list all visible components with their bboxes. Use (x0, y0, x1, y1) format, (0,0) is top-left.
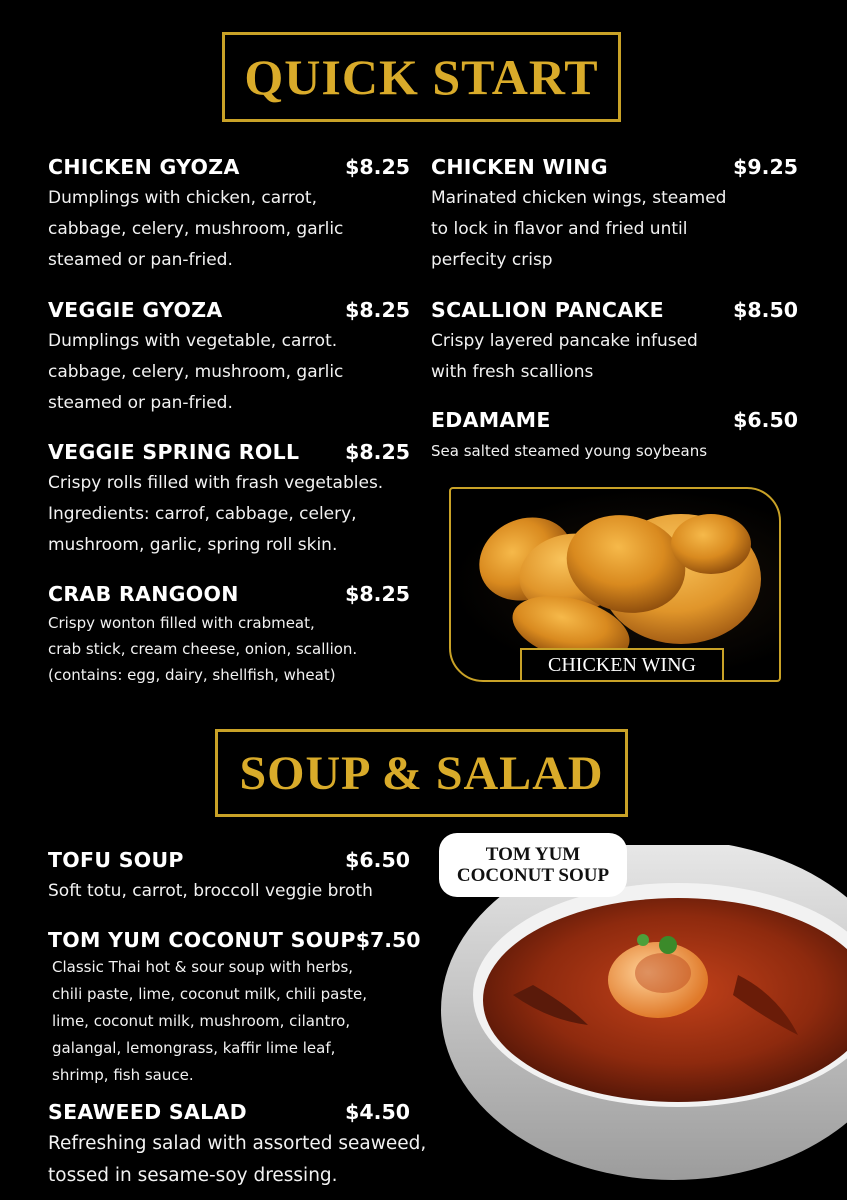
item-description: Crispy wonton filled with crabmeat, crab stick, cream cheese, onion, scallion. (contains: egg, dairy, shellfish, wheat) (48, 614, 358, 684)
menu-item-veggie-gyoza (48, 298, 410, 419)
menu-item-scallion-pancake (431, 298, 798, 388)
menu-item-edamame (431, 408, 798, 464)
menu-item-veggie-spring-roll (48, 440, 410, 561)
item-price: $7.50 (355, 928, 421, 952)
item-price: $8.25 (345, 582, 410, 606)
soup-label-line2: COCONUT SOUP (456, 865, 610, 886)
item-price: $4.50 (345, 1100, 410, 1124)
item-name: TOM YUM COCONUT SOUP (48, 928, 356, 952)
menu-item-chicken-wing (431, 155, 798, 276)
item-name: SEAWEED SALAD (48, 1100, 247, 1124)
menu-item-tofu-soup (48, 848, 410, 907)
menu-item-seaweed-salad (48, 1100, 427, 1192)
quick-start-heading-text: QUICK START (244, 49, 599, 105)
menu-item-crab-rangoon (48, 582, 410, 688)
item-description: Soft totu, carrot, broccoll veggie broth (48, 881, 373, 901)
item-price: $8.25 (345, 440, 410, 464)
item-price: $6.50 (733, 408, 798, 432)
soup-bowl-illustration (438, 845, 847, 1200)
item-description: Crispy rolls filled with frash vegetables. Ingredients: carrof, cabbage, celery, mushroom, garlic, spring roll skin. (48, 473, 384, 555)
item-name: VEGGIE GYOZA (48, 298, 223, 322)
item-description: Crispy layered pancake infused with fresh scallions (431, 331, 698, 382)
quick-start-heading (222, 32, 621, 122)
item-description: Marinated chicken wings, steamed to lock in flavor and fried until perfecity crisp (431, 188, 727, 270)
soup-salad-heading-text: SOUP & SALAD (239, 746, 604, 800)
item-price: $8.25 (345, 298, 410, 322)
item-name: CRAB RANGOON (48, 582, 239, 606)
item-price: $6.50 (345, 848, 410, 872)
item-name: CHICKEN WING (431, 155, 608, 179)
item-name: SCALLION PANCAKE (431, 298, 664, 322)
item-name: CHICKEN GYOZA (48, 155, 240, 179)
item-name: EDAMAME (431, 408, 551, 432)
item-price: $8.25 (345, 155, 410, 179)
item-description: Sea salted steamed young soybeans (431, 442, 708, 460)
item-description: Dumplings with vegetable, carrot. cabbage, celery, mushroom, garlic steamed or pan-fried. (48, 331, 344, 413)
item-price: $8.50 (733, 298, 798, 322)
chicken-wing-caption: CHICKEN WING (520, 648, 724, 682)
item-description: Classic Thai hot & sour soup with herbs, chili paste, lime, coconut milk, chili paste, lime, coconut milk, mushroom, cilantro, galangal, lemongrass, kaffir lime leaf, shrimp, fish sauce. (52, 958, 368, 1084)
item-name: TOFU SOUP (48, 848, 184, 872)
soup-label-line1: TOM YUM (485, 844, 581, 865)
tom-yum-soup-photo (438, 845, 847, 1200)
item-price: $9.25 (733, 155, 798, 179)
tom-yum-soup-label (439, 833, 627, 897)
soup-salad-heading (215, 729, 628, 817)
menu-item-chicken-gyoza (48, 155, 410, 276)
item-name: VEGGIE SPRING ROLL (48, 440, 300, 464)
menu-item-tom-yum-coconut-soup (48, 928, 421, 1089)
item-description: Refreshing salad with assorted seaweed, tossed in sesame-soy dressing. (48, 1133, 427, 1186)
item-description: Dumplings with chicken, carrot, cabbage, celery, mushroom, garlic steamed or pan-fried. (48, 188, 344, 270)
